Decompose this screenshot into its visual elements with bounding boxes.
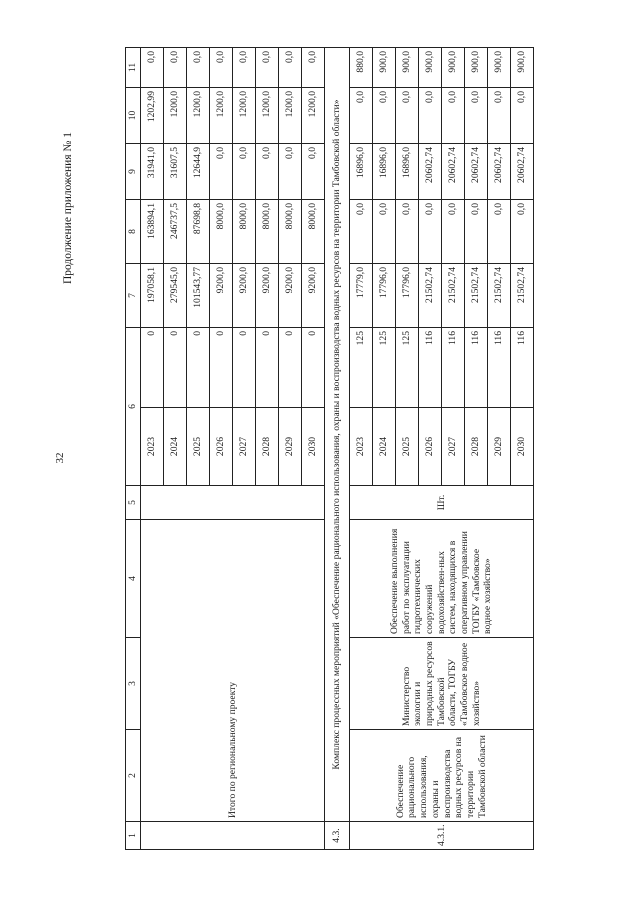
value-cell: 0,0 bbox=[442, 199, 465, 263]
value-cell: 900,0 bbox=[511, 47, 534, 87]
value-cell: 0,0 bbox=[279, 47, 302, 87]
value-cell: 20602,74 bbox=[465, 143, 488, 199]
year-cell: 2030 bbox=[511, 408, 534, 486]
column-header: 7 bbox=[126, 263, 141, 327]
value-cell: 125 bbox=[350, 327, 373, 407]
year-cell: 2026 bbox=[419, 408, 442, 486]
value-cell: 0,0 bbox=[302, 143, 325, 199]
year-cell: 2023 bbox=[350, 408, 373, 486]
value-cell: 0 bbox=[302, 327, 325, 407]
year-cell: 2030 bbox=[302, 408, 325, 486]
value-cell: 125 bbox=[396, 327, 419, 407]
value-cell: 17796,0 bbox=[373, 263, 396, 327]
value-cell: 21502,74 bbox=[419, 263, 442, 327]
value-cell: 9200,0 bbox=[256, 263, 279, 327]
rotated-table-sheet bbox=[125, 50, 555, 850]
year-cell: 2024 bbox=[373, 408, 396, 486]
column-header: 6 bbox=[126, 327, 141, 485]
value-cell: 116 bbox=[442, 327, 465, 407]
item-number: 4.3.1. bbox=[350, 822, 534, 850]
value-cell: 0,0 bbox=[302, 47, 325, 87]
value-cell: 1200,0 bbox=[187, 87, 210, 143]
value-cell: 12644,9 bbox=[187, 143, 210, 199]
column-header: 8 bbox=[126, 199, 141, 263]
value-cell: 0,0 bbox=[233, 47, 256, 87]
year-cell: 2026 bbox=[210, 408, 233, 486]
column-header: 9 bbox=[126, 143, 141, 199]
value-cell: 0 bbox=[279, 327, 302, 407]
value-cell: 0,0 bbox=[511, 199, 534, 263]
value-cell: 0,0 bbox=[256, 143, 279, 199]
value-cell: 8000,0 bbox=[279, 199, 302, 263]
value-cell: 116 bbox=[488, 327, 511, 407]
value-cell: 87698,8 bbox=[187, 199, 210, 263]
value-cell: 116 bbox=[511, 327, 534, 407]
section-title: Комплекс процессных мероприятий «Обеспечение рационального использования, охраны и воспроизводства водных ресурсов на территории Тамбовской области» bbox=[325, 47, 350, 821]
value-cell: 17796,0 bbox=[396, 263, 419, 327]
value-cell: 0,0 bbox=[465, 199, 488, 263]
value-cell: 0,0 bbox=[488, 87, 511, 143]
section-number: 4.3. bbox=[325, 822, 350, 850]
value-cell: 16896,0 bbox=[350, 143, 373, 199]
value-cell: 8000,0 bbox=[302, 199, 325, 263]
item-executor: Министерство экологии и природных ресурсов Тамбовской области, ТОГБУ «Тамбовское водное хозяйство» bbox=[350, 638, 534, 730]
year-cell: 2029 bbox=[488, 408, 511, 486]
value-cell: 0,0 bbox=[511, 87, 534, 143]
value-cell: 1202,99 bbox=[141, 87, 164, 143]
value-cell: 197058,1 bbox=[141, 263, 164, 327]
value-cell: 0,0 bbox=[187, 47, 210, 87]
value-cell: 21502,74 bbox=[511, 263, 534, 327]
year-cell: 2025 bbox=[396, 408, 419, 486]
value-cell: 9200,0 bbox=[302, 263, 325, 327]
column-header: 2 bbox=[126, 730, 141, 822]
value-cell: 0,0 bbox=[419, 199, 442, 263]
value-cell: 0,0 bbox=[279, 143, 302, 199]
value-cell: 8000,0 bbox=[233, 199, 256, 263]
section-row bbox=[325, 47, 350, 849]
value-cell: 1200,0 bbox=[233, 87, 256, 143]
table-body bbox=[126, 47, 534, 849]
value-cell: 279545,0 bbox=[164, 263, 187, 327]
header-row bbox=[126, 47, 141, 849]
column-header: 4 bbox=[126, 520, 141, 638]
value-cell: 17779,0 bbox=[350, 263, 373, 327]
value-cell: 21502,74 bbox=[465, 263, 488, 327]
value-cell: 163894,1 bbox=[141, 199, 164, 263]
value-cell: 0,0 bbox=[164, 47, 187, 87]
table-row bbox=[141, 47, 164, 849]
column-header: 11 bbox=[126, 47, 141, 87]
value-cell: 0 bbox=[141, 327, 164, 407]
value-cell: 31941,0 bbox=[141, 143, 164, 199]
value-cell: 0,0 bbox=[210, 143, 233, 199]
value-cell: 900,0 bbox=[373, 47, 396, 87]
value-cell: 0,0 bbox=[396, 87, 419, 143]
value-cell: 0 bbox=[233, 327, 256, 407]
year-cell: 2029 bbox=[279, 408, 302, 486]
column-header: 10 bbox=[126, 87, 141, 143]
value-cell: 1200,0 bbox=[210, 87, 233, 143]
value-cell: 0,0 bbox=[396, 199, 419, 263]
year-cell: 2023 bbox=[141, 408, 164, 486]
value-cell: 21502,74 bbox=[442, 263, 465, 327]
value-cell: 0,0 bbox=[350, 87, 373, 143]
program-table bbox=[125, 47, 534, 850]
column-header: 3 bbox=[126, 638, 141, 730]
value-cell: 246737,5 bbox=[164, 199, 187, 263]
year-cell: 2027 bbox=[442, 408, 465, 486]
value-cell: 1200,0 bbox=[302, 87, 325, 143]
value-cell: 0,0 bbox=[419, 87, 442, 143]
value-cell: 20602,74 bbox=[511, 143, 534, 199]
total-label: Итого по региональному проекту bbox=[141, 520, 325, 822]
value-cell: 31607,5 bbox=[164, 143, 187, 199]
year-cell: 2025 bbox=[187, 408, 210, 486]
year-cell: 2028 bbox=[256, 408, 279, 486]
value-cell: 900,0 bbox=[396, 47, 419, 87]
value-cell: 0,0 bbox=[233, 143, 256, 199]
cell-empty bbox=[141, 822, 325, 850]
value-cell: 0,0 bbox=[373, 199, 396, 263]
value-cell: 880,0 bbox=[350, 47, 373, 87]
value-cell: 20602,74 bbox=[488, 143, 511, 199]
value-cell: 0,0 bbox=[350, 199, 373, 263]
column-header: 5 bbox=[126, 486, 141, 520]
value-cell: 9200,0 bbox=[210, 263, 233, 327]
value-cell: 125 bbox=[373, 327, 396, 407]
value-cell: 0 bbox=[256, 327, 279, 407]
value-cell: 1200,0 bbox=[279, 87, 302, 143]
column-header: 1 bbox=[126, 822, 141, 850]
value-cell: 0 bbox=[187, 327, 210, 407]
value-cell: 0,0 bbox=[465, 87, 488, 143]
year-cell: 2028 bbox=[465, 408, 488, 486]
item-name: Обеспечение рационального использования, охраны и воспроизводства водных ресурсов на территории Тамбовской области bbox=[350, 730, 534, 822]
value-cell: 16896,0 bbox=[396, 143, 419, 199]
value-cell: 900,0 bbox=[465, 47, 488, 87]
value-cell: 16896,0 bbox=[373, 143, 396, 199]
value-cell: 0,0 bbox=[373, 87, 396, 143]
value-cell: 0 bbox=[210, 327, 233, 407]
year-cell: 2024 bbox=[164, 408, 187, 486]
value-cell: 0,0 bbox=[210, 47, 233, 87]
cell-empty bbox=[141, 486, 325, 520]
value-cell: 8000,0 bbox=[256, 199, 279, 263]
page-number: 32 bbox=[54, 452, 66, 464]
value-cell: 900,0 bbox=[488, 47, 511, 87]
value-cell: 0,0 bbox=[141, 47, 164, 87]
item-unit: Шт. bbox=[350, 486, 534, 520]
value-cell: 101543,77 bbox=[187, 263, 210, 327]
value-cell: 1200,0 bbox=[256, 87, 279, 143]
value-cell: 20602,74 bbox=[442, 143, 465, 199]
value-cell: 0,0 bbox=[256, 47, 279, 87]
value-cell: 0,0 bbox=[442, 87, 465, 143]
year-cell: 2027 bbox=[233, 408, 256, 486]
value-cell: 20602,74 bbox=[419, 143, 442, 199]
value-cell: 0 bbox=[164, 327, 187, 407]
value-cell: 900,0 bbox=[442, 47, 465, 87]
value-cell: 116 bbox=[465, 327, 488, 407]
value-cell: 8000,0 bbox=[210, 199, 233, 263]
value-cell: 9200,0 bbox=[233, 263, 256, 327]
continuation-heading: Продолжение приложения № 1 bbox=[62, 131, 74, 285]
table-row bbox=[350, 47, 373, 849]
value-cell: 0,0 bbox=[488, 199, 511, 263]
value-cell: 116 bbox=[419, 327, 442, 407]
item-indicator: Обеспечение выполнения работ по эксплуатации гидротехнических сооружений водохозяйствен-ных систем, находящихся в оперативном управлении ТОГБУ «Тамбовское водное хозяйство» bbox=[350, 520, 534, 638]
value-cell: 900,0 bbox=[419, 47, 442, 87]
value-cell: 9200,0 bbox=[279, 263, 302, 327]
value-cell: 1200,0 bbox=[164, 87, 187, 143]
value-cell: 21502,74 bbox=[488, 263, 511, 327]
